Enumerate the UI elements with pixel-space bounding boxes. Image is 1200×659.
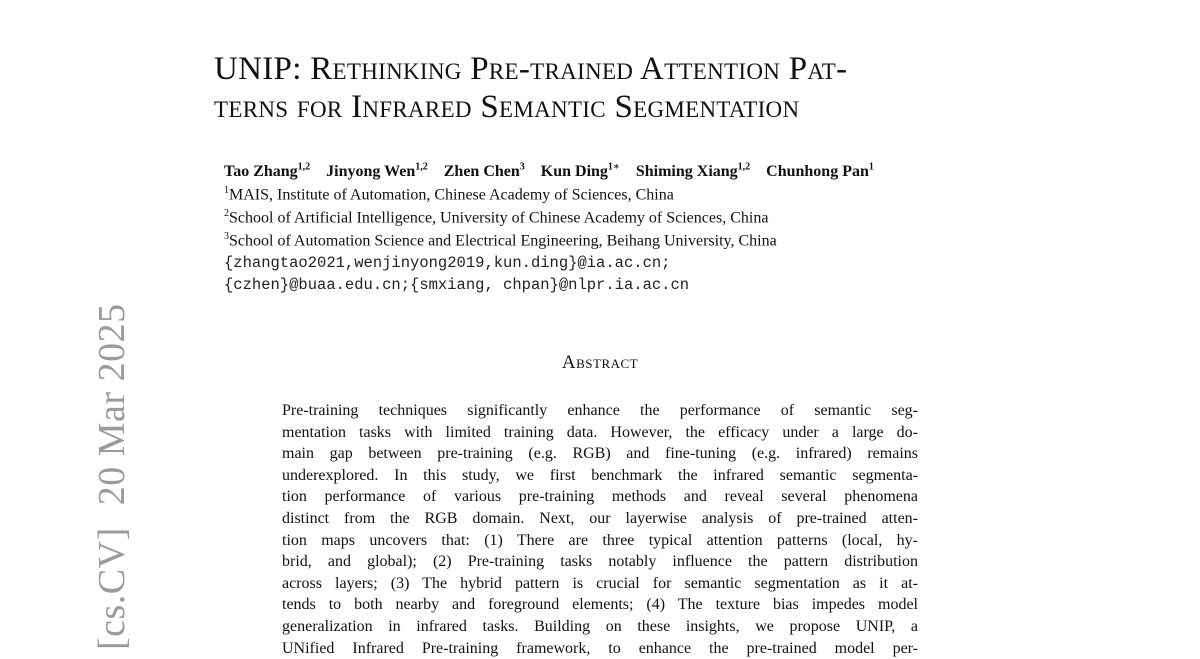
author: Tao Zhang$^{1,2}$	[224, 162, 311, 181]
arxiv-category: [cs.CV]	[91, 527, 133, 650]
email-line-2: {czhen}@buaa.edu.cn;{smxiang, chpan}@nlpr.ia.ac.cn	[224, 276, 690, 294]
affiliation-2: $^2$School of Artificial Intelligence, University of Chinese Academy of Sciences, China	[224, 208, 769, 227]
author-list	[224, 162, 1044, 181]
affiliation-1: $^1$MAIS, Institute of Automation, Chinese Academy of Sciences, China	[224, 185, 674, 204]
abstract-line: tion maps uncovers that: (1) There are three typical attention patterns (local, hy-	[282, 531, 918, 549]
title-line-1: UNIP: Rethinking Pre-trained Attention Pat-	[214, 51, 848, 87]
abstract-line: brid, and global); (2) Pre-training tasks notably influence the pattern distribution	[282, 553, 918, 571]
author: Jinyong Wen$^{1,2}$	[326, 162, 428, 181]
email-line-1: {zhangtao2021,wenjinyong2019,kun.ding}@ia.ac.cn;	[224, 254, 671, 272]
author: Zhen Chen$^3$	[443, 162, 525, 181]
author: Shiming Xiang$^{1,2}$	[635, 162, 751, 181]
arxiv-date: 20 Mar 2025	[91, 303, 133, 506]
author: Kun Ding$^{1∗}$	[540, 162, 620, 181]
abstract-line: tends to both nearby and foreground elements; (4) The texture bias impedes model	[282, 596, 918, 614]
title-line-2: terns for Infrared Semantic Segmentation	[214, 89, 800, 125]
abstract-line: across layers; (3) The hybrid pattern is crucial for semantic segmentation as it at-	[282, 574, 918, 592]
abstract-line: underexplored. In this study, we first benchmark the infrared semantic segmenta-	[282, 466, 918, 484]
abstract-line: generalization in infrared tasks. Building on these insights, we propose UNIP, a	[282, 617, 918, 635]
abstract-body	[282, 400, 918, 659]
arxiv-identifier	[90, 281, 134, 650]
abstract-line: mentation tasks with limited training data. However, the efficacy under a large do-	[282, 423, 918, 441]
paper-title	[214, 50, 1014, 126]
abstract-line: UNified Infrared Pre-training framework, to enhance the pre-trained model per-	[282, 639, 918, 657]
abstract-heading: Abstract	[561, 352, 639, 373]
abstract-line: tion performance of various pre-training methods and reveal several phenomena	[282, 488, 918, 506]
abstract-line: main gap between pre-training (e.g. RGB) and fine-tuning (e.g. infrared) remains	[282, 445, 918, 463]
abstract-line: Pre-training techniques significantly enhance the performance of semantic seg-	[282, 402, 918, 419]
arxiv-sidebar-stamp	[20, 300, 133, 650]
author: Chunhong Pan$^1$	[766, 162, 874, 181]
affiliation-3: $^3$School of Automation Science and Electrical Engineering, Beihang University, China	[224, 231, 777, 250]
abstract-line: distinct from the RGB domain. Next, our layerwise analysis of pre-trained atten-	[282, 509, 918, 527]
